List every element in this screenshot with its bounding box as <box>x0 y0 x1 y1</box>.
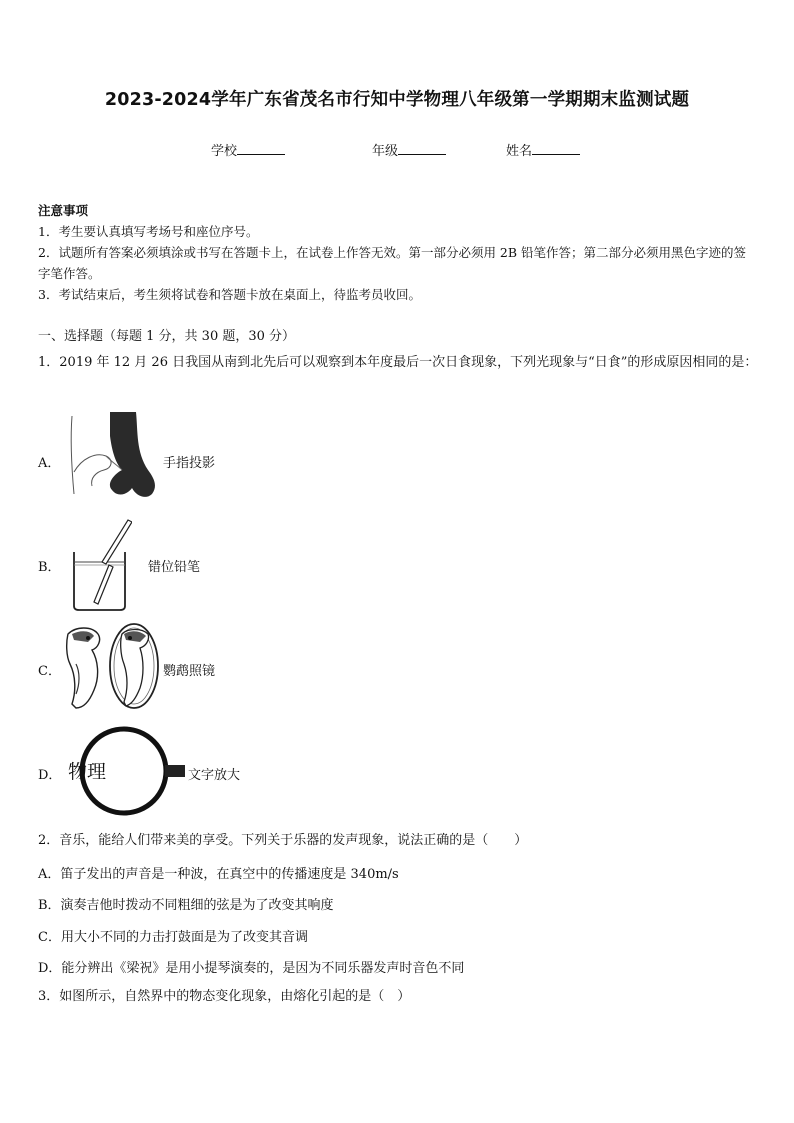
q1-option-b-letter[interactable]: B． <box>38 560 61 575</box>
q1-option-c-caption: 鹦鹉照镜 <box>163 664 216 679</box>
q2-option-d[interactable]: D．能分辨出《梁祝》是用小提琴演奏的，是因为不同乐器发声时音色不同 <box>38 961 465 976</box>
school-blank[interactable] <box>237 142 285 155</box>
question-1-stem: 1．2019 年 12 月 26 日我国从南到北先后可以观察到本年度最后一次日食现象，下列光现象与“日食”的形成原因相同的是： <box>38 355 758 370</box>
page-title: 2023-2024学年广东省茂名市行知中学物理八年级第一学期期末监测试题 <box>104 90 690 110</box>
school-field[interactable] <box>211 140 285 159</box>
name-label: 姓名 <box>506 144 533 159</box>
notice-heading: 注意事项 <box>38 203 89 218</box>
q1-option-a-letter[interactable]: A． <box>38 456 61 471</box>
magnifier-image <box>64 726 186 816</box>
parrot-mirror-image <box>62 620 162 714</box>
q1-option-a-caption: 手指投影 <box>163 456 216 471</box>
q1-option-c-letter[interactable]: C． <box>38 664 61 679</box>
grade-label: 年级 <box>372 144 399 159</box>
grade-blank[interactable] <box>398 142 446 155</box>
q1-option-b-caption: 错位铅笔 <box>148 560 201 575</box>
grade-field[interactable] <box>372 140 446 159</box>
name-field[interactable] <box>506 140 580 159</box>
notice-item: 3．考试结束后，考生须将试卷和答题卡放在桌面上，待监考员收回。 <box>38 287 421 302</box>
school-label: 学校 <box>211 144 238 159</box>
notice-item: 2．试题所有答案必须填涂或书写在答题卡上，在试卷上作答无效。第一部分必须用 2B 铅笔作答；第二部分必须用黑色字迹的签字笔作答。 <box>38 245 747 281</box>
pencil-beaker-image <box>70 518 132 612</box>
notice-section <box>38 200 758 305</box>
notice-item: 1．考生要认真填写考场号和座位序号。 <box>38 224 259 239</box>
q1-option-d-letter[interactable]: D． <box>38 768 62 783</box>
q1-option-d-caption: 文字放大 <box>188 768 241 783</box>
question-2-stem: 2．音乐，能给人们带来美的享受。下列关于乐器的发声现象，说法正确的是（ ） <box>38 833 528 848</box>
question-3-stem: 3．如图所示，自然界中的物态变化现象，由熔化引起的是（ ） <box>38 989 411 1004</box>
q2-option-c[interactable]: C．用大小不同的力击打鼓面是为了改变其音调 <box>38 930 308 945</box>
hand-shadow-image <box>66 412 162 502</box>
q2-option-b[interactable]: B．演奏吉他时拨动不同粗细的弦是为了改变其响度 <box>38 898 334 913</box>
name-blank[interactable] <box>532 142 580 155</box>
magnifier-text-small: 物理 <box>68 761 107 783</box>
q2-option-a[interactable]: A．笛子发出的声音是一种波，在真空中的传播速度是 340m/s <box>38 867 399 882</box>
section-heading: 一、选择题（每题 1 分，共 30 题，30 分） <box>38 329 296 344</box>
